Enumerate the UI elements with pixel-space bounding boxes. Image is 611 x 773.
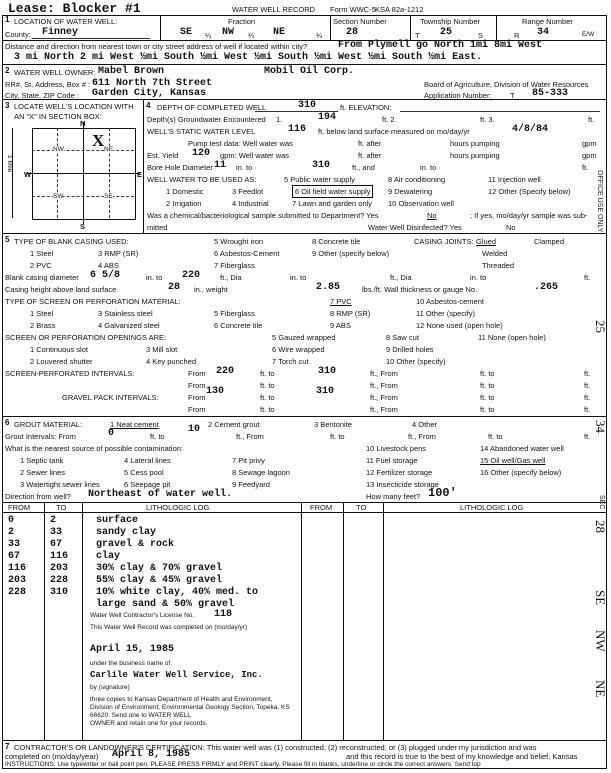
log-header-lithology: LITHOLOGIC LOG (146, 503, 210, 512)
log-row-from: 33 (8, 539, 21, 550)
casing-option-5[interactable]: 5 Wrought iron (214, 237, 264, 246)
log-header-to: TO (56, 503, 67, 512)
certification-text: CONTRACTOR'S OR LANDOWNER'S CERTIFICATION: This water well was (1) constructed, (2) reconstructed, or (3) plugged under my jurisdiction and was (14, 743, 537, 752)
license-value: 118 (214, 609, 233, 620)
log-row-description: 30% clay & 70% gravel (96, 563, 223, 574)
east-label: E (137, 170, 143, 179)
form-number: Form WWC-5 (330, 5, 376, 14)
source-option-8[interactable]: 8 Sewage lagoon (232, 468, 290, 477)
office-note-4: SE (593, 590, 608, 606)
gravel-from-value: 130 (206, 386, 225, 397)
log-row-to: 203 (50, 563, 69, 574)
static-date-value: 4/8/84 (512, 124, 549, 135)
grout-to-value: 10 (188, 424, 201, 435)
perforated-label: SCREEN-PERFORATED INTERVALS: (5, 369, 135, 378)
township-value: 25 (440, 27, 453, 38)
screen-label: TYPE OF SCREEN OR PERFORATION MATERIAL: (5, 297, 181, 306)
depth-value: 310 (298, 100, 317, 111)
log-row-description: surface (96, 515, 139, 526)
use-option-11[interactable]: 11 Injection well (488, 175, 541, 184)
casing-height-value: 28 (168, 282, 181, 293)
use-option-12[interactable]: 12 Other (Specify below) (488, 187, 571, 196)
yield-label: Est. Yield (147, 151, 179, 160)
board-label: Board of Agriculture, Division of Water Resources (424, 80, 589, 89)
section-7-number: 7 (5, 742, 10, 751)
bore-value: 11 (214, 160, 227, 171)
screen-option-3[interactable]: 3 Stainless steel (98, 309, 153, 318)
joint-clamped[interactable]: Clamped (534, 237, 565, 246)
source-option-5[interactable]: 5 Cess pool (124, 468, 164, 477)
perforated-from-value: 220 (216, 366, 235, 377)
use-option-1[interactable]: 1 Domestic (166, 187, 204, 196)
casing-option-7[interactable]: 7 Fiberglass (214, 261, 255, 270)
location-label: LOCATION OF WATER WELL: (14, 17, 118, 26)
grout-option-1[interactable]: 1 Neat cement (110, 420, 159, 429)
south-label: S (80, 222, 86, 231)
how-far-value: 100' (428, 486, 457, 500)
business-label: under the business name of (90, 660, 171, 667)
section-2-number: 2 (5, 66, 10, 75)
address-value: 611 North 7th Street (92, 78, 213, 89)
grout-label: GROUT MATERIAL: (14, 420, 83, 429)
screen-option-4[interactable]: 4 Galvanized steel (98, 321, 160, 330)
grout-intervals-label: Grout Intervals: From (5, 432, 76, 441)
sec-label: SEC (598, 495, 605, 510)
nw-label: NW (53, 146, 64, 153)
north-label: N (80, 119, 86, 128)
instructions-text: INSTRUCTIONS: Use typewriter or ball point pen. PLEASE PRESS FIRMLY and PRINT clearly. Please fill in blanks, underline or circle the correct answers. Send top (5, 761, 481, 768)
township-label: Township Number (420, 17, 481, 26)
owner-label: WATER WELL OWNER: (14, 68, 96, 77)
contamination-label: What is the nearest source of possible contamination: (5, 444, 184, 453)
how-far-label: How many feet? (366, 492, 421, 501)
fraction-2: NW (222, 27, 235, 38)
screen-option-12[interactable]: 12 None used (open hole) (416, 321, 503, 330)
source-option-10[interactable]: 10 Livestock pens (366, 444, 427, 453)
instructions-text-2: three copies to Kansas Department of Health and Environment, Division of Environment, Environmental Geology Section, Topeka, KS 66620. Send one to WATER WELL (90, 696, 290, 719)
business-value: Carlile Water Well Service, Inc. (90, 670, 263, 680)
source-option-3[interactable]: 3 Watertight sewer lines (20, 480, 100, 489)
screen-option-10[interactable]: 10 Asbestos-cement (416, 297, 484, 306)
section-number-value: 28 (346, 27, 359, 38)
screen-option-1[interactable]: 1 Steel (30, 309, 54, 318)
section-5-number: 5 (5, 235, 10, 244)
casing-option-2[interactable]: 2 PVC (30, 261, 52, 270)
log-row-from: 203 (8, 575, 27, 586)
casing-option-6[interactable]: 6 Asbestos-Cement (214, 249, 280, 258)
source-option-16[interactable]: 16 Other (specify below) (480, 468, 562, 477)
direction-from-well-label: Direction from well? (5, 492, 71, 501)
opening-option-9[interactable]: 9 Drilled holes (386, 345, 434, 354)
opening-option-1[interactable]: 1 Continuous slot (30, 345, 88, 354)
disinfected-label: Water Well Disinfected? Yes (368, 223, 462, 232)
grout-option-3[interactable]: 3 Bentonite (314, 420, 352, 429)
casing-depth-value: 220 (182, 270, 201, 281)
office-use-label: OFFICE USE ONLY (596, 170, 603, 233)
use-option-2[interactable]: 2 Irrigation (166, 199, 202, 208)
casing-option-9[interactable]: 9 Other (specify below) (312, 249, 390, 258)
source-option-14[interactable]: 14 Abandoned water well (480, 444, 564, 453)
joint-glued[interactable]: Glued (476, 237, 497, 246)
casing-option-3[interactable]: 3 RMP (SR) (98, 249, 139, 258)
log-row-from: 2 (8, 527, 15, 538)
application-label: Application Number: (424, 91, 492, 100)
source-option-15[interactable]: 15 Oil well/Gas well (480, 456, 546, 465)
joint-welded[interactable]: Welded (482, 249, 508, 258)
pump-test-label: Pump test data: Well water was (188, 139, 293, 148)
perforated-to-value: 310 (318, 366, 337, 377)
casing-option-4[interactable]: 4 ABS (98, 261, 119, 270)
bore-depth-value: 310 (312, 160, 331, 171)
log-row-description: 55% clay & 45% gravel (96, 575, 223, 586)
direction-line-1: From Plymell go North 1mi 8mi West (338, 40, 543, 51)
joints-label: CASING JOINTS: (414, 237, 474, 246)
log-row-description: large sand & 50% gravel (96, 599, 235, 610)
log-header-from-2: FROM (310, 503, 333, 512)
log-row-to: 2 (50, 515, 57, 526)
source-option-12[interactable]: 12 Fertilizer storage (366, 468, 433, 477)
screen-option-11[interactable]: 11 Other (specify) (416, 309, 476, 318)
use-option-5[interactable]: 5 Public water supply (284, 175, 355, 184)
use-label: WELL WATER TO BE USED AS: (147, 175, 257, 184)
form-title: WATER WELL RECORD (232, 5, 316, 14)
casing-diameter-label: Blank casing diameter (5, 273, 79, 282)
opening-option-11[interactable]: 11 None (open hole) (478, 333, 546, 342)
log-row-from: 67 (8, 551, 21, 562)
opening-option-10[interactable]: 10 Other (specify) (386, 357, 446, 366)
casing-option-8[interactable]: 8 Concrete tile (312, 237, 361, 246)
casing-diameter-value: 6 5/8 (90, 270, 121, 281)
screen-option-8[interactable]: 8 RMP (SR) (330, 309, 371, 318)
static-level-value: 116 (288, 124, 307, 135)
disinfected-answer[interactable]: No (506, 223, 516, 232)
screen-option-9[interactable]: 9 ABS (330, 321, 351, 330)
west-label: W (24, 170, 32, 179)
use-option-4[interactable]: 4 Industrial (232, 199, 269, 208)
gravel-label: GRAVEL PACK INTERVALS: (62, 393, 159, 402)
owner-value: Mabel Brown (98, 66, 165, 77)
county-value: Finney (42, 27, 79, 38)
section-box[interactable] (32, 128, 136, 220)
fraction-3: NE (273, 27, 286, 38)
opening-option-2[interactable]: 2 Louvered shutter (30, 357, 93, 366)
source-option-7[interactable]: 7 Pit privy (232, 456, 265, 465)
use-option-7[interactable]: 7 Lawn and garden only (292, 199, 373, 208)
range-value: 34 (537, 27, 550, 38)
source-option-9[interactable]: 9 Feedyard (232, 480, 270, 489)
owner-2-value: Mobil Oil Corp. (264, 66, 355, 77)
office-note-6: NE (593, 680, 608, 698)
log-row-from: 0 (8, 515, 15, 526)
grout-from-value: 0 (108, 428, 115, 439)
source-option-1[interactable]: 1 Septic tank (20, 456, 64, 465)
license-label: Water Well Contractor's License No. (90, 612, 195, 619)
one-mile-label: 1 Mile (6, 155, 13, 173)
section-6-number: 6 (5, 418, 10, 427)
source-option-13[interactable]: 13 Insecticide storage (366, 480, 439, 489)
signature-label: by (signature) (90, 684, 130, 691)
opening-option-6[interactable]: 6 Wire wrapped (272, 345, 325, 354)
screen-option-5[interactable]: 5 Fiberglass (214, 309, 255, 318)
log-row-description: sandy clay (96, 527, 157, 538)
office-note-3: 28 (593, 520, 608, 533)
fraction-1: SE (180, 27, 193, 38)
use-option-9[interactable]: 9 Dewatering (388, 187, 433, 196)
locate-label-2: AN "X" IN SECTION BOX: (14, 112, 102, 121)
log-row-from: 228 (8, 587, 27, 598)
log-row-to: 116 (50, 551, 69, 562)
source-option-6[interactable]: 6 Seepage pit (124, 480, 171, 489)
ne-label: NE (104, 146, 114, 153)
city-label: City, State, ZIP Code : (5, 91, 79, 100)
yield-value: 120 (192, 148, 211, 159)
gauge-value: .265 (534, 282, 559, 293)
use-option-3[interactable]: 3 Feedlot (232, 187, 264, 196)
sample-answer[interactable]: No (427, 211, 437, 220)
record-date-value: April 15, 1985 (90, 644, 175, 655)
office-note-5: NW (593, 630, 608, 652)
casing-weight-value: 2.85 (316, 282, 341, 293)
log-header-lithology-2: LITHOLOGIC LOG (460, 503, 524, 512)
use-option-8[interactable]: 8 Air conditioning (388, 175, 446, 184)
record-completed-label: This Water Well Record was completed on (mo/day/yr) (90, 624, 248, 631)
casing-label: TYPE OF BLANK CASING USED: (14, 237, 129, 246)
instructions-text-3: OWNER and retain one for your records. (90, 720, 208, 727)
county-label: County: (5, 30, 31, 39)
locate-label-1: LOCATE WELL'S LOCATION WITH (14, 102, 134, 111)
sample-label: Was a chemical/bacteriological sample submitted to Department? Yes (147, 211, 379, 220)
joint-threaded[interactable]: Threaded (482, 261, 515, 270)
gravel-to-value: 310 (316, 386, 335, 397)
log-header-from: FROM (8, 503, 31, 512)
openings-label: SCREEN OR PERFORATION OPENINGS ARE: (5, 333, 167, 342)
source-option-4[interactable]: 4 Lateral lines (124, 456, 171, 465)
opening-option-5[interactable]: 5 Gauzed wrapped (272, 333, 336, 342)
groundwater-label: Depth(s) Groundwater Encountered (147, 115, 266, 124)
opening-option-8[interactable]: 8 Saw cut (386, 333, 419, 342)
range-label: Range Number (522, 17, 573, 26)
log-row-from: 116 (8, 563, 27, 574)
grout-option-2[interactable]: 2 Cement grout (208, 420, 260, 429)
source-option-11[interactable]: 11 Fuel storage (366, 456, 418, 465)
log-row-to: 33 (50, 527, 63, 538)
opening-option-7[interactable]: 7 Torch cut (272, 357, 309, 366)
log-row-to: 310 (50, 587, 69, 598)
opening-option-4[interactable]: 4 Key punched (146, 357, 197, 366)
well-location-mark: X (92, 131, 105, 150)
opening-option-3[interactable]: 3 Mill slot (146, 345, 178, 354)
casing-height-label: Casing height above land surface (5, 285, 117, 294)
log-row-description: clay (96, 551, 121, 562)
fraction-label: Fraction (228, 17, 256, 26)
completed-date-value: April 8, 1985 (112, 749, 191, 760)
log-header-to-2: TO (356, 503, 367, 512)
use-option-10[interactable]: 10 Observation well (388, 199, 454, 208)
lease-title: Lease: Blocker #1 (8, 1, 141, 16)
section-4-number: 4 (146, 101, 151, 110)
city-value: Garden City, Kansas (92, 88, 207, 99)
direction-from-well-value: Northeast of water well. (88, 489, 233, 500)
casing-option-1[interactable]: 1 Steel (30, 249, 54, 258)
grout-option-4[interactable]: 4 Other (412, 420, 438, 429)
direction-line-2: 3 mi North 2 mi West ½mi South ½mi West ½mi South ½mi West ½mi South ½mi East. (14, 52, 483, 63)
bore-label: Bore Hole Diameter (147, 163, 213, 172)
log-row-to: 67 (50, 539, 63, 550)
direction-label: Distance and direction from nearest town or city street address of well if located within city? (5, 42, 308, 51)
static-level-label: WELL'S STATIC WATER LEVEL (147, 127, 256, 136)
use-option-6[interactable]: 6 Oil field water supply (292, 185, 373, 198)
section-number-label: Section Number (333, 17, 387, 26)
source-option-2[interactable]: 2 Sewer lines (20, 468, 66, 477)
depth-label: DEPTH OF COMPLETED WELL (157, 103, 267, 112)
screen-option-6[interactable]: 6 Concrete tile (214, 321, 263, 330)
log-row-description: 10% white clay, 40% med. to (96, 587, 259, 598)
office-note-1: 25 (593, 320, 608, 333)
se-label: SE (104, 193, 113, 200)
office-note-2: 34 (593, 420, 608, 433)
application-value: 85-333 (532, 88, 569, 99)
sw-label: SW (53, 193, 64, 200)
screen-option-2[interactable]: 2 Brass (30, 321, 56, 330)
log-row-description: gravel & rock (96, 539, 175, 550)
groundwater-value: 194 (318, 112, 337, 123)
address-label: RR#, St. Address, Box # : (5, 80, 91, 89)
ksa-reference: KSA 82a-1212 (375, 5, 424, 14)
section-1-number: 1 (5, 15, 10, 24)
log-row-to: 228 (50, 575, 69, 586)
screen-option-7[interactable]: 7 PVC (330, 297, 352, 306)
completed-label: completed on (mo/day/year) (5, 752, 99, 761)
section-3-number: 3 (5, 101, 10, 110)
